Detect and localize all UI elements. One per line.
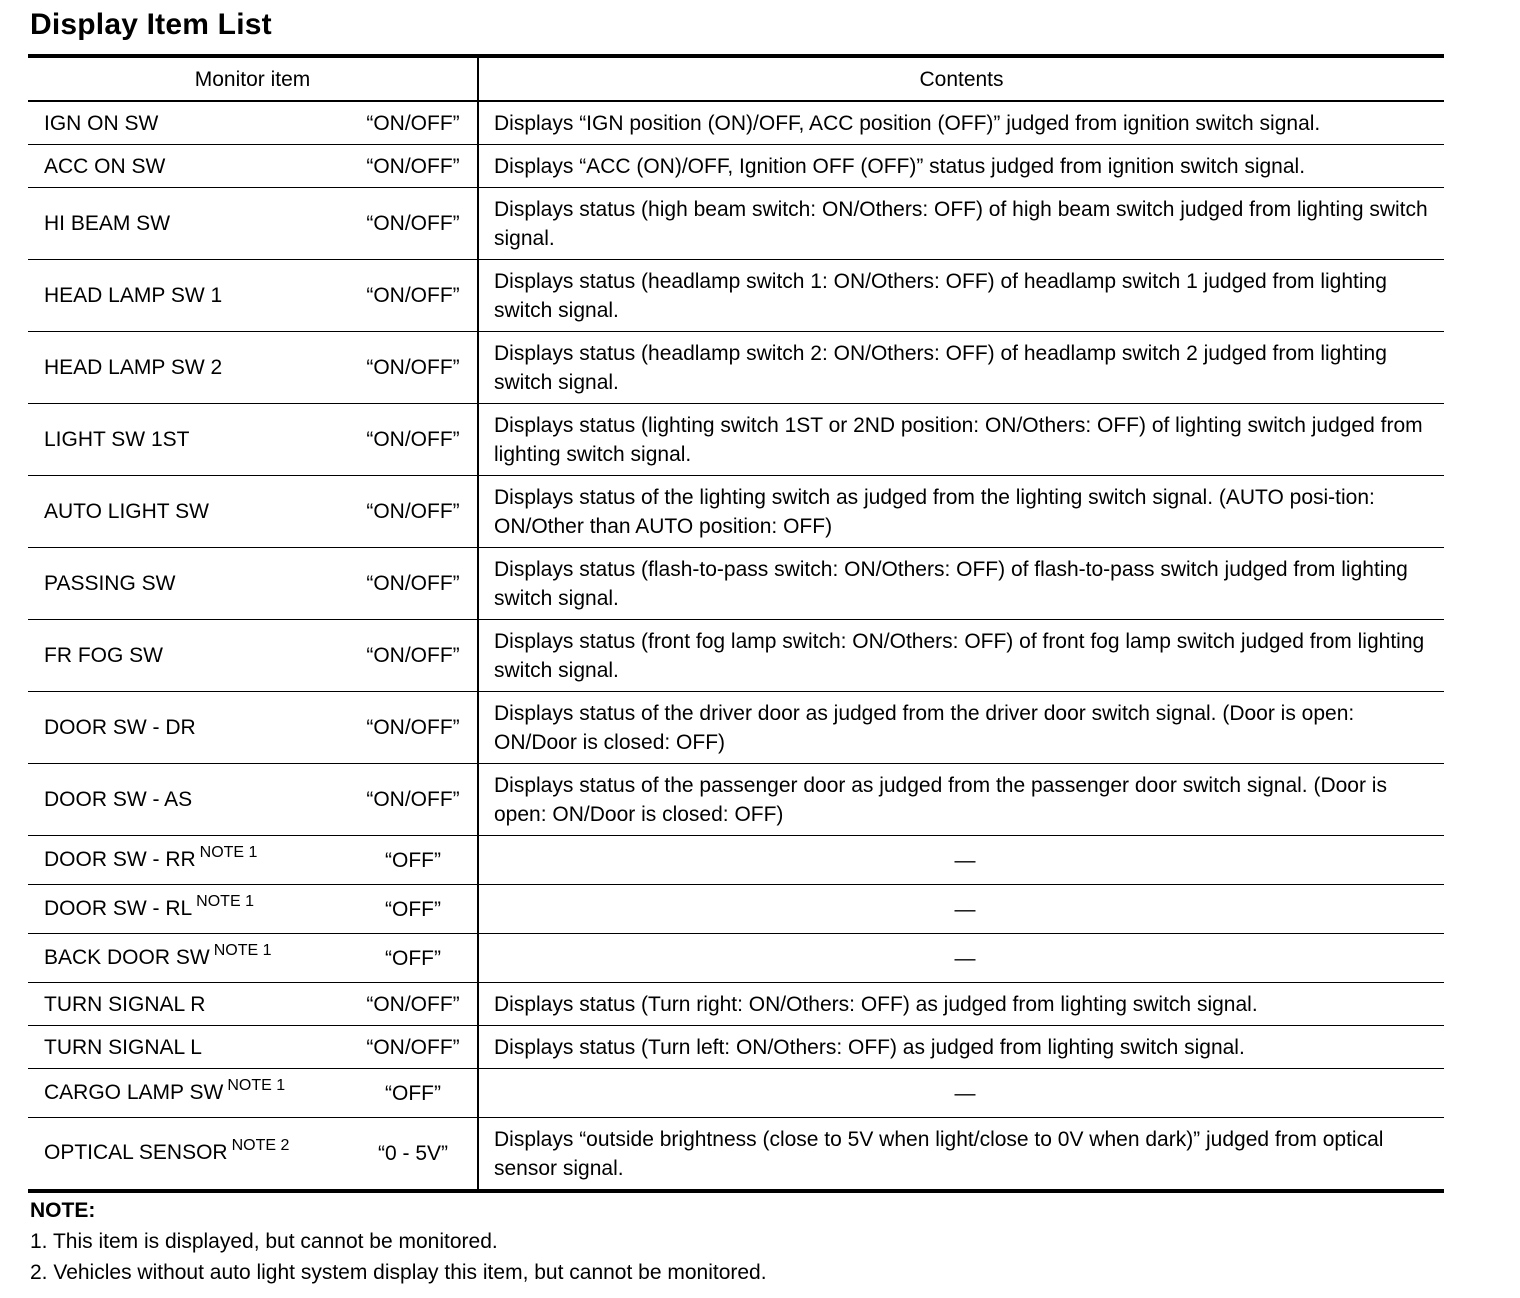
item-contents: Displays status (flash-to-pass switch: ON/Others: OFF) of flash-to-pass switch judged from lighting switch signal.: [478, 548, 1444, 620]
item-contents: —: [478, 885, 1444, 934]
note-reference: NOTE 1: [227, 1076, 286, 1094]
monitor-item-name: PASSING SW: [44, 572, 176, 595]
notes-heading: NOTE:: [30, 1199, 96, 1222]
header-monitor-item: Monitor item: [28, 56, 478, 101]
item-contents: Displays status of the driver door as judged from the driver door switch signal. (Door is open: ON/Door is closed: OFF): [478, 692, 1444, 764]
table-row: [28, 404, 1444, 476]
monitor-item-name: HEAD LAMP SW 2: [44, 356, 223, 379]
table-row: [28, 101, 1444, 145]
monitor-item-name: HI BEAM SW: [44, 212, 171, 235]
note-reference: NOTE 1: [213, 941, 272, 959]
table-body: [28, 101, 1444, 1191]
note-reference: NOTE 2: [231, 1137, 290, 1154]
item-contents: Displays status (lighting switch 1ST or 2ND position: ON/Others: OFF) of lighting switch judged from lighting switch signal.: [478, 404, 1444, 476]
monitor-item-name: ACC ON SW: [44, 154, 166, 178]
monitor-item-value: “0 - 5V”: [377, 1142, 448, 1165]
item-contents: —: [478, 1069, 1444, 1118]
item-contents: Displays status (front fog lamp switch: ON/Others: OFF) of front fog lamp switch judged from lighting switch signal.: [478, 620, 1444, 692]
header-contents: Contents: [478, 56, 1444, 101]
monitor-item-name: LIGHT SW 1ST: [44, 428, 190, 451]
monitor-item-name: CARGO LAMP SW $^{NOTE 1}$: [44, 1076, 286, 1104]
monitor-item-value: “ON/OFF”: [366, 111, 460, 135]
table-row: [28, 836, 1444, 885]
monitor-item-name: HEAD LAMP SW 1: [44, 284, 223, 307]
table-row: [28, 885, 1444, 934]
note-item: 1. This item is displayed, but cannot be monitored.: [30, 1230, 498, 1253]
table-row: [28, 145, 1444, 188]
monitor-item-value: “ON/OFF”: [366, 644, 460, 667]
note-reference: NOTE 1: [196, 892, 254, 910]
monitor-item-value: “ON/OFF”: [366, 428, 460, 451]
item-contents: Displays “ACC (ON)/OFF, Ignition OFF (OFF)” status judged from ignition switch signal.: [478, 145, 1444, 188]
monitor-item-value: “ON/OFF”: [366, 356, 460, 379]
item-contents: —: [478, 934, 1444, 983]
monitor-item-value: “ON/OFF”: [366, 788, 460, 811]
monitor-item-name: FR FOG SW: [44, 644, 163, 667]
monitor-item-value: “ON/OFF”: [366, 500, 460, 523]
monitor-item-value: “ON/OFF”: [366, 992, 460, 1016]
notes-section: [30, 1195, 767, 1288]
monitor-item-name: TURN SIGNAL L: [44, 1035, 202, 1059]
table-row: [28, 332, 1444, 404]
item-contents: Displays status (headlamp switch 2: ON/Others: OFF) of headlamp switch 2 judged from lighting switch signal.: [478, 332, 1444, 404]
display-item-table: [28, 54, 1444, 1193]
monitor-item-name: IGN ON SW: [44, 111, 159, 135]
table-row: [28, 983, 1444, 1026]
monitor-item-name: DOOR SW - AS: [44, 788, 193, 811]
item-contents: Displays “IGN position (ON)/OFF, ACC position (OFF)” judged from ignition switch signal.: [478, 101, 1444, 145]
item-contents: Displays “outside brightness (close to 5V when light/close to 0V when dark)” judged from optical sensor signal.: [478, 1118, 1444, 1192]
monitor-item-name: DOOR SW - RR $^{NOTE 1}$: [44, 843, 258, 871]
table-row: [28, 1026, 1444, 1069]
item-contents: Displays status (Turn right: ON/Others: OFF) as judged from lighting switch signal.: [478, 983, 1444, 1026]
table-row: [28, 934, 1444, 983]
table-row: [28, 188, 1444, 260]
note-item: 2. Vehicles without auto light system display this item, but cannot be monitored.: [30, 1261, 767, 1284]
page-title: Display Item List: [30, 8, 272, 41]
item-contents: Displays status (Turn left: ON/Others: OFF) as judged from lighting switch signal.: [478, 1026, 1444, 1069]
monitor-item-name: AUTO LIGHT SW: [44, 500, 209, 523]
monitor-item-value: “OFF”: [385, 848, 441, 872]
monitor-item-value: “ON/OFF”: [366, 212, 460, 235]
monitor-item-name: OPTICAL SENSOR $^{NOTE 2}$: [44, 1137, 290, 1164]
table-row: [28, 764, 1444, 836]
table-row: [28, 548, 1444, 620]
item-contents: Displays status (high beam switch: ON/Others: OFF) of high beam switch judged from lighting switch signal.: [478, 188, 1444, 260]
monitor-item-value: “OFF”: [385, 897, 441, 921]
item-contents: Displays status of the lighting switch as judged from the lighting switch signal. (AUTO posi-tion: ON/Other than AUTO position: OFF): [478, 476, 1444, 548]
monitor-item-value: “ON/OFF”: [366, 716, 460, 739]
monitor-item-name: DOOR SW - DR: [44, 716, 196, 739]
monitor-item-value: “ON/OFF”: [366, 1035, 460, 1059]
item-contents: Displays status of the passenger door as judged from the passenger door switch signal. (Door is open: ON/Door is closed: OFF): [478, 764, 1444, 836]
table-row: [28, 692, 1444, 764]
monitor-item-name: TURN SIGNAL R: [44, 992, 206, 1016]
monitor-item-name: BACK DOOR SW $^{NOTE 1}$: [44, 941, 272, 969]
item-contents: Displays status (headlamp switch 1: ON/Others: OFF) of headlamp switch 1 judged from lighting switch signal.: [478, 260, 1444, 332]
monitor-item-value: “ON/OFF”: [366, 284, 460, 307]
monitor-item-value: “OFF”: [385, 946, 441, 970]
table-row: [28, 1118, 1444, 1192]
table-row: [28, 620, 1444, 692]
table-row: [28, 260, 1444, 332]
monitor-item-value: “ON/OFF”: [366, 572, 460, 595]
monitor-item-value: “OFF”: [385, 1081, 441, 1105]
table-row: [28, 1069, 1444, 1118]
table-header-row: [28, 56, 1444, 101]
monitor-item-value: “ON/OFF”: [366, 154, 460, 178]
monitor-item-name: DOOR SW - RL $^{NOTE 1}$: [44, 892, 254, 920]
note-reference: NOTE 1: [199, 843, 258, 861]
item-contents: —: [478, 836, 1444, 885]
table-row: [28, 476, 1444, 548]
